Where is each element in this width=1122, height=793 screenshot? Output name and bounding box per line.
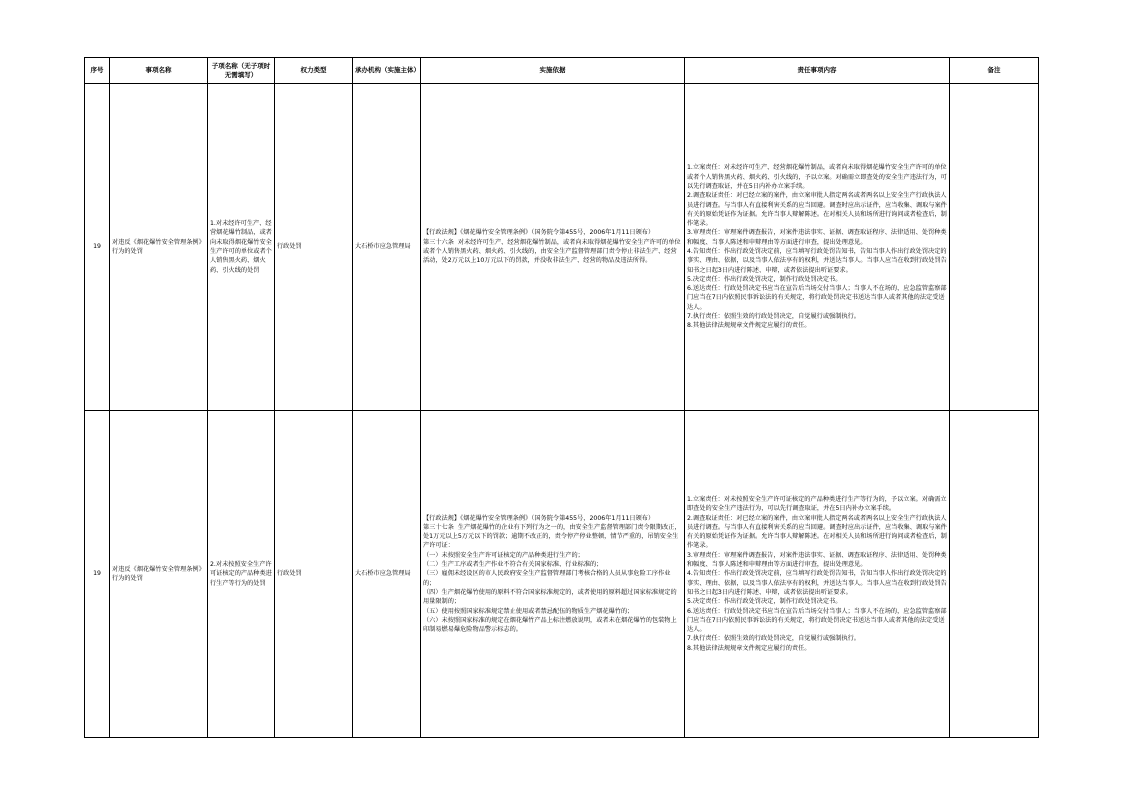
resp-item: 3.审理责任：审理案件调查报告，对案件违法事实、证据、调查取证程序、法律适用、处罚种类和幅度、当事人陈述和申辩理由等方面进行审查，提出处理意见。 bbox=[687, 229, 947, 246]
cell-basis bbox=[421, 411, 685, 738]
cell-resp bbox=[685, 84, 950, 411]
cell-sub: 1.对未经许可生产、经营烟花爆竹制品，或者向未取得烟花爆竹安全生产许可的单位或者个人销售黑火药、烟火药、引火线的处罚 bbox=[208, 84, 275, 411]
basis-text: 【行政法规】《烟花爆竹安全管理条例》（国务院令第455号，2006年1月11日颁布） 第三十六条 对未经许可生产、经营烟花爆竹制品，或者向未取得烟花爆竹安全生产许可的单位或者个人销售黑火药、烟火药、引火线的，由安全生产监督管理部门责令停止非法生产、经营活动，处2万元以上10万元以下的罚款，并没收非法生产、经营的物品及违法所得。 bbox=[423, 229, 681, 265]
header-org: 承办机构（实施主体） bbox=[353, 58, 421, 84]
power-list-table bbox=[84, 57, 1039, 738]
cell-type: 行政处罚 bbox=[275, 84, 353, 411]
table-row bbox=[85, 411, 1039, 738]
cell-org: 大石桥市应急管理局 bbox=[353, 411, 421, 738]
resp-item: 2.调查取证责任：对已经立案的案件，由立案审批人指定两名或者两名以上安全生产行政执法人员进行调查。与当事人有直接利害关系的应当回避。调查时应出示证件，应当收集、调取与案件有关的原始凭证作为证据。允许当事人辩解陈述。在对相关人员和场所进行询问或者检查后，制作笔录。 bbox=[687, 514, 947, 550]
header-basis: 实施依据 bbox=[421, 58, 685, 84]
cell-no: 19 bbox=[85, 411, 110, 738]
header-row bbox=[85, 58, 1039, 84]
resp-item: 4.告知责任：作出行政处罚决定前，应当填写行政处罚告知书，告知当事人作出行政处罚决定的事实、理由、依据，以及当事人依法享有的权利，并送达当事人。当事人应当在收到行政处罚告知书之日起3日内进行陈述、申辩，或者依法提出听证要求。 bbox=[687, 248, 947, 274]
header-resp: 责任事项内容 bbox=[685, 58, 950, 84]
resp-item: 8.其他法律法规规章文件规定应履行的责任。 bbox=[687, 644, 811, 652]
resp-item: 6.送达责任：行政处罚决定书应当在宣告后当场交付当事人；当事人不在场的，应急监管监察部门应当在7日内依照民事诉讼法的有关规定，将行政处罚决定书送达当事人或者其他的法定受送达人。 bbox=[687, 607, 947, 634]
cell-resp bbox=[685, 411, 950, 738]
resp-item: 4.告知责任：作出行政处罚决定前，应当填写行政处罚告知书，告知当事人作出行政处罚决定的事实、理由、依据，以及当事人依法享有的权利，并送达当事人。当事人应当在收到行政处罚告知书之日起3日内进行陈述、申辩，或者依法提出听证要求。 bbox=[687, 570, 947, 596]
cell-sub: 2.对未按照安全生产许可证核定的产品种类进行生产等行为的处罚 bbox=[208, 411, 275, 738]
cell-name: 对违反《烟花爆竹安全管理条例》行为的处罚 bbox=[110, 411, 208, 738]
resp-item: 8.其他法律法规规章文件规定应履行的责任。 bbox=[687, 322, 811, 330]
resp-item: 1.立案责任：对未按照安全生产许可证核定的产品种类进行生产等行为的，予以立案。对确需立即查处的安全生产违法行为，可以先行调查取证，并在5日内补办立案手续。 bbox=[687, 495, 947, 513]
resp-item: 5.决定责任：作出行政处罚决定，制作行政处罚决定书。 bbox=[687, 598, 842, 606]
resp-item: 6.送达责任：行政处罚决定书应当在宣告后当场交付当事人；当事人不在场的，应急监管监察部门应当在7日内依照民事诉讼法的有关规定，将行政处罚决定书送达当事人或者其他的法定受送达人。 bbox=[687, 285, 947, 311]
cell-name: 对违反《烟花爆竹安全管理条例》行为的处罚 bbox=[110, 84, 208, 411]
cell-basis bbox=[421, 84, 685, 411]
basis-text: 【行政法规】《烟花爆竹安全管理条例》（国务院令第455号，2006年1月11日颁布） 第三十七条 生产烟花爆竹的企业有下列行为之一的，由安全生产监督管理部门责令限期改正，处1万元以上5万元以下的罚款；逾期不改正的，责令停产停业整顿，情节严重的，吊销安全生产许可证： （一）未按照安全生产许可证核定的产品种类进行生产的； （二）生产工序或者生产作业不符合有关国家标准、行业标准的； （三）雇佣未经设区的市人民政府安全生产监督管理部门考核合格的人员从事危险工序作业的； （四）生产烟花爆竹使用的原料不符合国家标准规定的，或者使用的原料超过国家标准规定的用量限制的； （五）使用按照国家标准规定禁止使用或者禁忌配伍的物质生产烟花爆竹的； （六）未按照国家标准的规定在烟花爆竹产品上标注燃放说明，或者未在烟花爆竹的包装物上印制易燃易爆危险物品警示标志的。 bbox=[423, 514, 681, 634]
resp-item: 1.立案责任：对未经许可生产、经营烟花爆竹制品，或者向未取得烟花爆竹安全生产许可的单位或者个人销售黑火药、烟火药、引火线的，予以立案。对确需立即查处的安全生产违法行为，可以先行调查取证，并在5日内补办立案手续。 bbox=[687, 164, 947, 190]
resp-item: 3.审理责任：审理案件调查报告，对案件违法事实、证据、调查取证程序、法律适用、处罚种类和幅度、当事人陈述和申辩理由等方面进行审查，提出处理意见。 bbox=[687, 551, 947, 569]
cell-org: 大石桥市应急管理局 bbox=[353, 84, 421, 411]
resp-item: 2.调查取证责任：对已经立案的案件，由立案审批人指定两名或者两名以上安全生产行政执法人员进行调查。与当事人有直接利害关系的应当回避。调查时应出示证件，应当收集、调取与案件有关的原始凭证作为证据。允许当事人辩解陈述。在对相关人员和场所进行询问或者检查后，制作笔录。 bbox=[687, 192, 947, 228]
cell-type: 行政处罚 bbox=[275, 411, 353, 738]
header-note: 备注 bbox=[950, 58, 1039, 84]
table-row bbox=[85, 84, 1039, 411]
header-name: 事项名称 bbox=[110, 58, 208, 84]
cell-note bbox=[950, 84, 1039, 411]
resp-item: 7.执行责任：依照生效的行政处罚决定，自觉履行或强制执行。 bbox=[687, 635, 860, 643]
resp-item: 7.执行责任：依照生效的行政处罚决定，自觉履行或强制执行。 bbox=[687, 313, 860, 321]
header-sub: 子项名称（无子项时无需填写） bbox=[208, 58, 275, 84]
cell-no: 19 bbox=[85, 84, 110, 411]
resp-item: 5.决定责任：作出行政处罚决定，制作行政处罚决定书。 bbox=[687, 275, 842, 283]
header-no: 序号 bbox=[85, 58, 110, 84]
header-type: 权力类型 bbox=[275, 58, 353, 84]
cell-note bbox=[950, 411, 1039, 738]
